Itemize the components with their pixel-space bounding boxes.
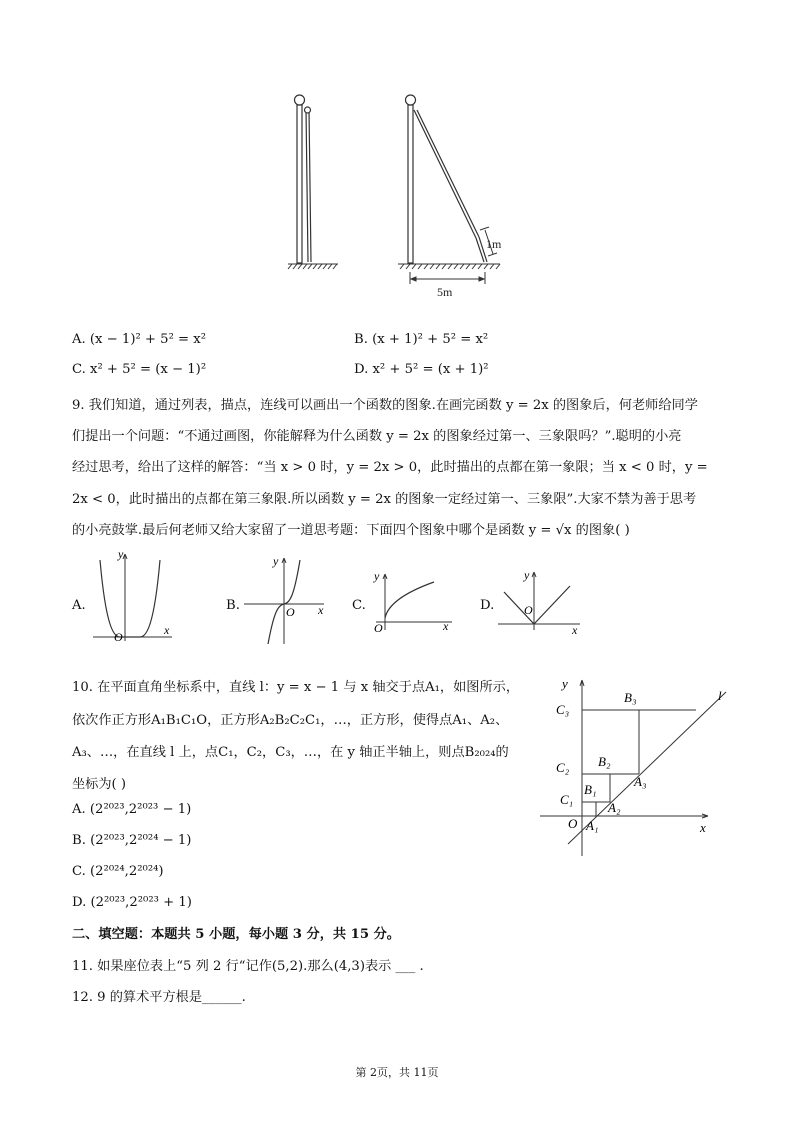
q10-fig-c2: C₂ — [556, 760, 570, 775]
right-flagpole — [406, 95, 488, 263]
q10-line-3: A₃、…，在直线 l 上，点C₁，C₂，C₃，…，在 y 轴正半轴上，则点B₂₀₂₄的 — [72, 745, 509, 760]
left-ground — [288, 264, 338, 269]
q9-line-2: 们提出一个问题：“不通过画图，你能解释为什么函数 y = 2x 的图象经过第一、三象限吗？”.聪明的小亮 — [72, 429, 682, 444]
q9b-origin-label: O — [286, 605, 295, 619]
q9-line-5: 的小亮鼓掌.最后何老师又给大家留了一道思考题：下面四个图象中哪个是函数 y = √x 的图象( ) — [72, 523, 630, 538]
dimension-5m — [410, 272, 485, 284]
q10-fig-l: l — [718, 688, 722, 703]
q9b-x-label: x — [318, 603, 324, 617]
q9-graph-a — [88, 548, 178, 643]
q10-line-2: 依次作正方形A₁B₁C₁O，正方形A₂B₂C₂C₁，…，正方形，使得点A₁、A₂、 — [72, 713, 509, 728]
q10-fig-o: O — [568, 816, 578, 831]
q9-graph-c — [366, 566, 458, 634]
right-ground — [398, 264, 500, 269]
q9c-x-label: x — [443, 619, 449, 633]
q8-option-b: B. (x + 1)² + 5² = x² — [354, 332, 489, 347]
q9-option-c-label: C. — [352, 598, 366, 613]
q9b-y-label: y — [273, 554, 279, 568]
q9c-y-label: y — [374, 569, 380, 583]
q9-option-d-label: D. — [480, 598, 495, 613]
q10-option-c: C. (2²⁰²⁴,2²⁰²⁴) — [72, 864, 164, 879]
label-5m: 5m — [437, 285, 453, 299]
q8-option-c: C. x² + 5² = (x − 1)² — [72, 362, 207, 377]
label-1m: 1m — [486, 237, 502, 251]
q9a-origin-label: O — [114, 630, 123, 643]
q10-fig-y: y — [562, 676, 568, 691]
q10-fig-a2: A₂ — [608, 800, 621, 815]
q8-flagpole-figure — [280, 90, 520, 300]
left-flagpole — [295, 95, 312, 263]
q9c-origin-label: O — [374, 621, 383, 634]
q9d-y-label: y — [524, 568, 530, 582]
q9-graph-d — [494, 566, 586, 634]
page-footer: 第 2页，共 11页 — [355, 1066, 439, 1079]
q9-option-b-label: B. — [226, 598, 240, 613]
q10-fig-a3: A₃ — [634, 774, 647, 789]
q8-option-d: D. x² + 5² = (x + 1)² — [354, 362, 489, 377]
q10-fig-c3: C₃ — [556, 702, 570, 717]
q12-text: 12. 9 的算术平方根是______. — [72, 990, 246, 1005]
q9-graph-b — [240, 552, 332, 647]
q10-fig-b2: B₂ — [598, 754, 611, 769]
q9a-x-label: x — [164, 623, 170, 637]
q10-fig-c1: C₁ — [560, 792, 574, 807]
q10-fig-b3: B₃ — [624, 690, 637, 705]
q10-option-a: A. (2²⁰²³,2²⁰²³ − 1) — [72, 802, 192, 817]
q10-fig-x: x — [700, 820, 706, 835]
q10-squares-figure — [536, 672, 736, 862]
q8-option-a: A. (x − 1)² + 5² = x² — [72, 332, 207, 347]
q9a-y-label: y — [118, 548, 124, 561]
q10-option-b: B. (2²⁰²³,2²⁰²⁴ − 1) — [72, 833, 192, 848]
q10-line-4: 坐标为( ) — [72, 777, 127, 792]
q9d-x-label: x — [572, 623, 578, 634]
section-2-heading: 二、填空题：本题共 5 小题，每小题 3 分，共 15 分。 — [72, 927, 400, 942]
q9-option-a-label: A. — [72, 598, 86, 613]
q10-fig-b1: B₁ — [584, 782, 597, 797]
q9-line-3: 经过思考，给出了这样的解答：“当 x > 0 时，y = 2x > 0，此时描出的点都在第一象限；当 x < 0 时，y = — [72, 460, 708, 475]
q10-option-d: D. (2²⁰²³,2²⁰²³ + 1) — [72, 895, 192, 910]
q9d-origin-label: O — [524, 603, 533, 617]
q11-text: 11. 如果座位表上“5 列 2 行“记作(5,2).那么(4,3)表示 ___ . — [72, 959, 424, 974]
q9-line-1: 9. 我们知道，通过列表，描点，连线可以画出一个函数的图象.在画完函数 y = 2x 的图象后，何老师给同学 — [72, 398, 698, 413]
q10-line-1: 10. 在平面直角坐标系中，直线 l：y = x − 1 与 x 轴交于点A₁，如图所示， — [72, 680, 520, 695]
q10-fig-a1: A₁ — [586, 818, 599, 833]
q9-line-4: 2x < 0，此时描出的点都在第三象限.所以函数 y = 2x 的图象一定经过第一、三象限”.大家不禁为善于思考 — [72, 492, 697, 507]
